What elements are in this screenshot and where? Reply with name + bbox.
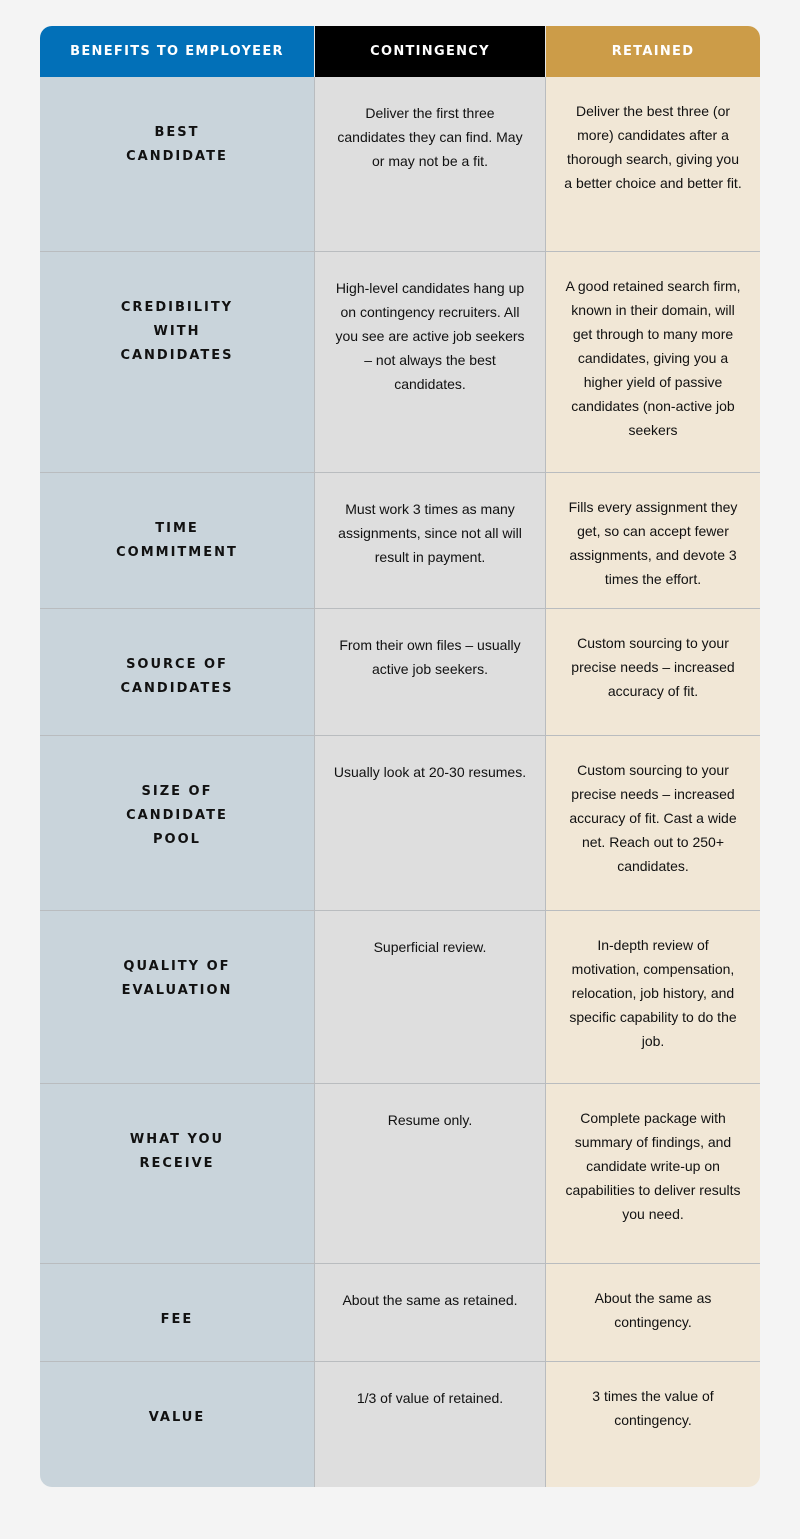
benefit-text: TIME COMMITMENT (116, 521, 238, 560)
contingency-text: Usually look at 20-30 resumes. (315, 736, 546, 910)
benefit-label (40, 473, 315, 608)
benefit-label (40, 911, 315, 1083)
retained-text: 3 times the value of contingency. (546, 1362, 760, 1487)
retained-text: Deliver the best three (or more) candidates after a thorough search, giving you a better choice and better fit. (546, 77, 760, 251)
benefit-label (40, 1084, 315, 1263)
table-row (40, 736, 760, 911)
table-header (40, 26, 760, 77)
benefit-text: WHAT YOU RECEIVE (129, 1132, 225, 1171)
table-row (40, 1084, 760, 1264)
contingency-text: Must work 3 times as many assignments, since not all will result in payment. (315, 473, 546, 608)
retained-text: A good retained search firm, known in their domain, will get through to many more candidates, giving you a higher yield of passive candidates (non-active job seekers (546, 252, 760, 472)
header-retained: RETAINED (546, 26, 760, 77)
benefit-label (40, 252, 315, 472)
table-row (40, 609, 760, 736)
comparison-table (40, 26, 760, 1487)
retained-text: Fills every assignment they get, so can accept fewer assignments, and devote 3 times the effort. (546, 473, 760, 608)
benefit-text: QUALITY OF EVALUATION (121, 959, 233, 998)
header-contingency: CONTINGENCY (315, 26, 546, 77)
contingency-text: About the same as retained. (315, 1264, 546, 1361)
retained-text: About the same as contingency. (546, 1264, 760, 1361)
benefit-text: SOURCE OF CANDIDATES (120, 657, 234, 696)
benefit-text: BEST CANDIDATE (126, 125, 228, 164)
benefit-text: CREDIBILITY WITH CANDIDATES (120, 300, 234, 363)
benefit-label (40, 1264, 315, 1361)
benefit-label (40, 736, 315, 910)
retained-text: Complete package with summary of findings, and candidate write-up on capabilities to deliver results you need. (546, 1084, 760, 1263)
contingency-text: Deliver the first three candidates they can find. May or may not be a fit. (315, 77, 546, 251)
table-row (40, 1362, 760, 1487)
header-benefits: BENEFITS TO EMPLOYEER (40, 26, 315, 77)
table-row (40, 911, 760, 1084)
contingency-text: 1/3 of value of retained. (315, 1362, 546, 1487)
table-row (40, 1264, 760, 1362)
retained-text: Custom sourcing to your precise needs – increased accuracy of fit. (546, 609, 760, 735)
contingency-text: High-level candidates hang up on contingency recruiters. All you see are active job seekers – not always the best candidates. (315, 252, 546, 472)
benefit-label (40, 1362, 315, 1487)
benefit-text: FEE (160, 1312, 194, 1327)
table-row (40, 252, 760, 473)
contingency-text: From their own files – usually active job seekers. (315, 609, 546, 735)
contingency-text: Resume only. (315, 1084, 546, 1263)
benefit-text: SIZE OF CANDIDATE POOL (126, 784, 228, 847)
contingency-text: Superficial review. (315, 911, 546, 1083)
retained-text: Custom sourcing to your precise needs – increased accuracy of fit. Cast a wide net. Reach out to 250+ candidates. (546, 736, 760, 910)
retained-text: In-depth review of motivation, compensation, relocation, job history, and specific capability to do the job. (546, 911, 760, 1083)
table-row (40, 473, 760, 609)
benefit-label (40, 609, 315, 735)
benefit-text: VALUE (148, 1410, 206, 1425)
table-row (40, 77, 760, 252)
benefit-label (40, 77, 315, 251)
